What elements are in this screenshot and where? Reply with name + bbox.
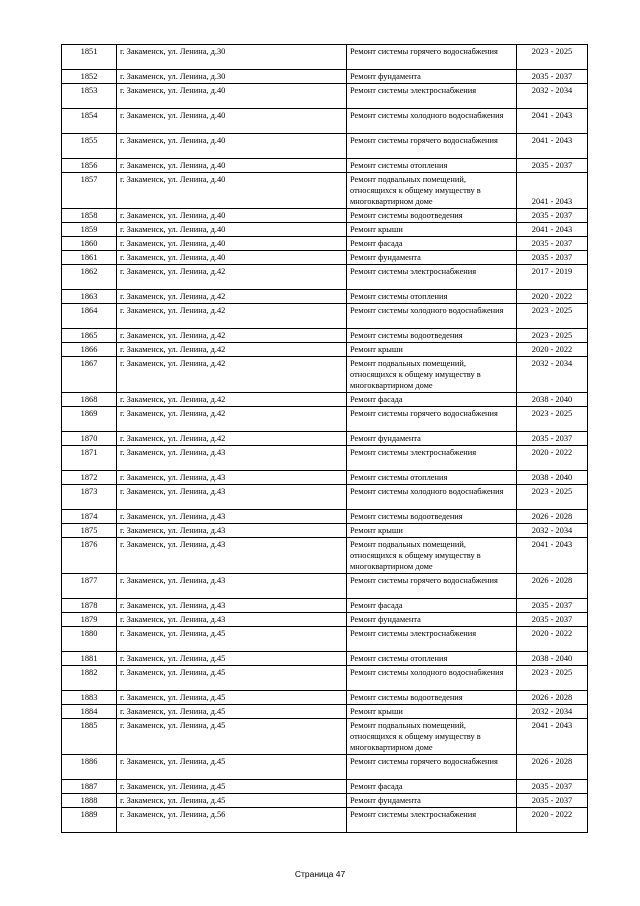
row-number-cell: 1884 (62, 705, 117, 719)
work-type-cell: Ремонт подвальных помещений, относящихся к общему имуществу в многоквартирном доме (347, 357, 517, 393)
address-cell: г. Закаменск, ул. Ленина, д.45 (117, 794, 347, 808)
address-cell: г. Закаменск, ул. Ленина, д.40 (117, 251, 347, 265)
address-cell: г. Закаменск, ул. Ленина, д.40 (117, 237, 347, 251)
period-cell: 2038 - 2040 (517, 393, 588, 407)
table-row (62, 613, 588, 627)
work-type-cell: Ремонт фасада (347, 780, 517, 794)
row-number-cell: 1883 (62, 691, 117, 705)
work-type-cell: Ремонт подвальных помещений, относящихся к общему имуществу в многоквартирном доме (347, 173, 517, 209)
work-type-cell: Ремонт системы холодного водоснабжения (347, 666, 517, 691)
table-row (62, 524, 588, 538)
work-type-cell: Ремонт системы электроснабжения (347, 446, 517, 471)
address-cell: г. Закаменск, ул. Ленина, д.42 (117, 357, 347, 393)
address-cell: г. Закаменск, ул. Ленина, д.42 (117, 343, 347, 357)
row-number-cell: 1867 (62, 357, 117, 393)
row-number-cell: 1860 (62, 237, 117, 251)
work-type-cell: Ремонт системы отопления (347, 471, 517, 485)
work-type-cell: Ремонт крыши (347, 343, 517, 357)
address-cell: г. Закаменск, ул. Ленина, д.43 (117, 613, 347, 627)
row-number-cell: 1865 (62, 329, 117, 343)
table-row (62, 251, 588, 265)
table-row (62, 343, 588, 357)
period-cell: 2041 - 2043 (517, 134, 588, 159)
period-cell: 2023 - 2025 (517, 45, 588, 70)
period-cell: 2020 - 2022 (517, 290, 588, 304)
period-cell: 2020 - 2022 (517, 808, 588, 833)
period-cell: 2035 - 2037 (517, 432, 588, 446)
table-row (62, 794, 588, 808)
row-number-cell: 1881 (62, 652, 117, 666)
row-number-cell: 1858 (62, 209, 117, 223)
period-cell: 2041 - 2043 (517, 223, 588, 237)
row-number-cell: 1852 (62, 70, 117, 84)
address-cell: г. Закаменск, ул. Ленина, д.40 (117, 173, 347, 209)
period-cell: 2035 - 2037 (517, 613, 588, 627)
row-number-cell: 1853 (62, 84, 117, 109)
table-row (62, 599, 588, 613)
address-cell: г. Закаменск, ул. Ленина, д.43 (117, 574, 347, 599)
table-row (62, 719, 588, 755)
address-cell: г. Закаменск, ул. Ленина, д.42 (117, 329, 347, 343)
row-number-cell: 1871 (62, 446, 117, 471)
row-number-cell: 1854 (62, 109, 117, 134)
row-number-cell: 1861 (62, 251, 117, 265)
row-number-cell: 1872 (62, 471, 117, 485)
table-row (62, 446, 588, 471)
row-number-cell: 1877 (62, 574, 117, 599)
table-row (62, 159, 588, 173)
table-row (62, 45, 588, 70)
row-number-cell: 1863 (62, 290, 117, 304)
row-number-cell: 1879 (62, 613, 117, 627)
work-type-cell: Ремонт фасада (347, 599, 517, 613)
row-number-cell: 1870 (62, 432, 117, 446)
address-cell: г. Закаменск, ул. Ленина, д.45 (117, 780, 347, 794)
table-row (62, 109, 588, 134)
row-number-cell: 1859 (62, 223, 117, 237)
address-cell: г. Закаменск, ул. Ленина, д.40 (117, 134, 347, 159)
address-cell: г. Закаменск, ул. Ленина, д.43 (117, 599, 347, 613)
period-cell: 2041 - 2043 (517, 719, 588, 755)
address-cell: г. Закаменск, ул. Ленина, д.40 (117, 209, 347, 223)
table-row (62, 574, 588, 599)
period-cell: 2035 - 2037 (517, 599, 588, 613)
table-row (62, 357, 588, 393)
work-type-cell: Ремонт фундамента (347, 794, 517, 808)
table-row (62, 485, 588, 510)
work-type-cell: Ремонт системы электроснабжения (347, 808, 517, 833)
row-number-cell: 1868 (62, 393, 117, 407)
table-body (62, 45, 588, 833)
address-cell: г. Закаменск, ул. Ленина, д.45 (117, 719, 347, 755)
table-row (62, 705, 588, 719)
work-type-cell: Ремонт системы холодного водоснабжения (347, 304, 517, 329)
address-cell: г. Закаменск, ул. Ленина, д.40 (117, 109, 347, 134)
address-cell: г. Закаменск, ул. Ленина, д.42 (117, 432, 347, 446)
table-row (62, 265, 588, 290)
period-cell: 2041 - 2043 (517, 538, 588, 574)
period-cell: 2032 - 2034 (517, 705, 588, 719)
address-cell: г. Закаменск, ул. Ленина, д.30 (117, 70, 347, 84)
address-cell: г. Закаменск, ул. Ленина, д.43 (117, 524, 347, 538)
address-cell: г. Закаменск, ул. Ленина, д.45 (117, 705, 347, 719)
table-row (62, 627, 588, 652)
work-type-cell: Ремонт системы электроснабжения (347, 265, 517, 290)
row-number-cell: 1869 (62, 407, 117, 432)
row-number-cell: 1880 (62, 627, 117, 652)
page-footer: Страница 47 (294, 869, 346, 879)
address-cell: г. Закаменск, ул. Ленина, д.40 (117, 84, 347, 109)
row-number-cell: 1856 (62, 159, 117, 173)
table-row (62, 304, 588, 329)
period-cell: 2035 - 2037 (517, 209, 588, 223)
table-row (62, 538, 588, 574)
row-number-cell: 1886 (62, 755, 117, 780)
period-cell: 2023 - 2025 (517, 329, 588, 343)
table-row (62, 393, 588, 407)
period-cell: 2026 - 2028 (517, 755, 588, 780)
work-type-cell: Ремонт системы холодного водоснабжения (347, 485, 517, 510)
table-row (62, 209, 588, 223)
period-cell: 2026 - 2028 (517, 574, 588, 599)
address-cell: г. Закаменск, ул. Ленина, д.42 (117, 304, 347, 329)
row-number-cell: 1888 (62, 794, 117, 808)
row-number-cell: 1882 (62, 666, 117, 691)
work-type-cell: Ремонт системы водоотведения (347, 329, 517, 343)
period-cell: 2032 - 2034 (517, 84, 588, 109)
address-cell: г. Закаменск, ул. Ленина, д.30 (117, 45, 347, 70)
period-cell: 2041 - 2043 (517, 173, 588, 209)
address-cell: г. Закаменск, ул. Ленина, д.45 (117, 652, 347, 666)
work-type-cell: Ремонт фундамента (347, 251, 517, 265)
address-cell: г. Закаменск, ул. Ленина, д.45 (117, 691, 347, 705)
row-number-cell: 1862 (62, 265, 117, 290)
capital-repair-table (61, 44, 588, 833)
work-type-cell: Ремонт фасада (347, 237, 517, 251)
period-cell: 2035 - 2037 (517, 251, 588, 265)
table-row (62, 432, 588, 446)
work-type-cell: Ремонт системы водоотведения (347, 691, 517, 705)
table-row (62, 666, 588, 691)
work-type-cell: Ремонт системы горячего водоснабжения (347, 574, 517, 599)
period-cell: 2023 - 2025 (517, 304, 588, 329)
work-type-cell: Ремонт крыши (347, 524, 517, 538)
work-type-cell: Ремонт системы отопления (347, 290, 517, 304)
address-cell: г. Закаменск, ул. Ленина, д.43 (117, 538, 347, 574)
work-type-cell: Ремонт системы горячего водоснабжения (347, 755, 517, 780)
work-type-cell: Ремонт крыши (347, 705, 517, 719)
table-row (62, 780, 588, 794)
row-number-cell: 1864 (62, 304, 117, 329)
work-type-cell: Ремонт фундамента (347, 70, 517, 84)
table-row (62, 755, 588, 780)
address-cell: г. Закаменск, ул. Ленина, д.42 (117, 393, 347, 407)
row-number-cell: 1874 (62, 510, 117, 524)
period-cell: 2020 - 2022 (517, 343, 588, 357)
row-number-cell: 1878 (62, 599, 117, 613)
work-type-cell: Ремонт системы горячего водоснабжения (347, 45, 517, 70)
work-type-cell: Ремонт фундамента (347, 432, 517, 446)
work-type-cell: Ремонт системы электроснабжения (347, 627, 517, 652)
address-cell: г. Закаменск, ул. Ленина, д.42 (117, 265, 347, 290)
table-row (62, 329, 588, 343)
period-cell: 2020 - 2022 (517, 446, 588, 471)
address-cell: г. Закаменск, ул. Ленина, д.42 (117, 407, 347, 432)
period-cell: 2035 - 2037 (517, 159, 588, 173)
row-number-cell: 1873 (62, 485, 117, 510)
period-cell: 2020 - 2022 (517, 627, 588, 652)
address-cell: г. Закаменск, ул. Ленина, д.45 (117, 666, 347, 691)
period-cell: 2023 - 2025 (517, 485, 588, 510)
period-cell: 2035 - 2037 (517, 794, 588, 808)
table-row (62, 691, 588, 705)
row-number-cell: 1876 (62, 538, 117, 574)
row-number-cell: 1889 (62, 808, 117, 833)
work-type-cell: Ремонт подвальных помещений, относящихся к общему имуществу в многоквартирном доме (347, 538, 517, 574)
work-type-cell: Ремонт системы горячего водоснабжения (347, 134, 517, 159)
work-type-cell: Ремонт системы водоотведения (347, 510, 517, 524)
table-row (62, 290, 588, 304)
table-row (62, 652, 588, 666)
period-cell: 2038 - 2040 (517, 471, 588, 485)
period-cell: 2032 - 2034 (517, 357, 588, 393)
address-cell: г. Закаменск, ул. Ленина, д.45 (117, 755, 347, 780)
period-cell: 2026 - 2028 (517, 510, 588, 524)
work-type-cell: Ремонт фундамента (347, 613, 517, 627)
address-cell: г. Закаменск, ул. Ленина, д.43 (117, 471, 347, 485)
address-cell: г. Закаменск, ул. Ленина, д.43 (117, 446, 347, 471)
work-type-cell: Ремонт системы водоотведения (347, 209, 517, 223)
work-type-cell: Ремонт системы электроснабжения (347, 84, 517, 109)
row-number-cell: 1855 (62, 134, 117, 159)
table-row (62, 84, 588, 109)
work-type-cell: Ремонт крыши (347, 223, 517, 237)
period-cell: 2032 - 2034 (517, 524, 588, 538)
row-number-cell: 1887 (62, 780, 117, 794)
work-type-cell: Ремонт системы отопления (347, 159, 517, 173)
address-cell: г. Закаменск, ул. Ленина, д.42 (117, 290, 347, 304)
table-row (62, 173, 588, 209)
table-row (62, 471, 588, 485)
work-type-cell: Ремонт подвальных помещений, относящихся к общему имуществу в многоквартирном доме (347, 719, 517, 755)
table-row (62, 223, 588, 237)
period-cell: 2023 - 2025 (517, 666, 588, 691)
address-cell: г. Закаменск, ул. Ленина, д.56 (117, 808, 347, 833)
address-cell: г. Закаменск, ул. Ленина, д.45 (117, 627, 347, 652)
row-number-cell: 1885 (62, 719, 117, 755)
address-cell: г. Закаменск, ул. Ленина, д.43 (117, 510, 347, 524)
table-row (62, 70, 588, 84)
table-row (62, 134, 588, 159)
address-cell: г. Закаменск, ул. Ленина, д.40 (117, 223, 347, 237)
table-row (62, 407, 588, 432)
period-cell: 2041 - 2043 (517, 109, 588, 134)
row-number-cell: 1875 (62, 524, 117, 538)
work-type-cell: Ремонт системы отопления (347, 652, 517, 666)
table-row (62, 237, 588, 251)
period-cell: 2023 - 2025 (517, 407, 588, 432)
period-cell: 2026 - 2028 (517, 691, 588, 705)
row-number-cell: 1851 (62, 45, 117, 70)
table-row (62, 510, 588, 524)
work-type-cell: Ремонт системы холодного водоснабжения (347, 109, 517, 134)
period-cell: 2038 - 2040 (517, 652, 588, 666)
work-type-cell: Ремонт фасада (347, 393, 517, 407)
work-type-cell: Ремонт системы горячего водоснабжения (347, 407, 517, 432)
table-row (62, 808, 588, 833)
row-number-cell: 1857 (62, 173, 117, 209)
address-cell: г. Закаменск, ул. Ленина, д.40 (117, 159, 347, 173)
period-cell: 2035 - 2037 (517, 70, 588, 84)
period-cell: 2035 - 2037 (517, 780, 588, 794)
address-cell: г. Закаменск, ул. Ленина, д.43 (117, 485, 347, 510)
period-cell: 2035 - 2037 (517, 237, 588, 251)
row-number-cell: 1866 (62, 343, 117, 357)
period-cell: 2017 - 2019 (517, 265, 588, 290)
